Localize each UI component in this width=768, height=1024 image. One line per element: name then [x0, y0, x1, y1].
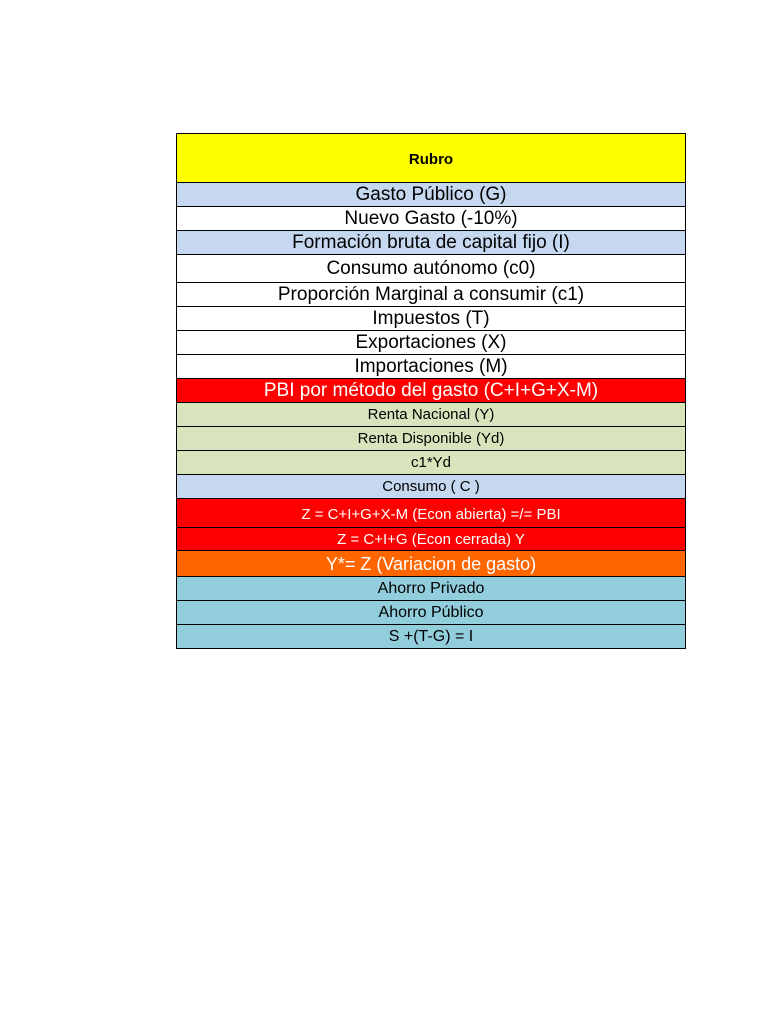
table-row — [177, 331, 686, 355]
cell-consumo-autonomo[interactable]: Consumo autónomo (c0) — [177, 255, 686, 283]
cell-variacion-gasto[interactable]: Y*= Z (Variacion de gasto) — [177, 551, 686, 577]
cell-ahorro-privado[interactable]: Ahorro Privado — [177, 577, 686, 601]
table-row — [177, 551, 686, 577]
table-row — [177, 403, 686, 427]
cell-nuevo-gasto[interactable]: Nuevo Gasto (-10%) — [177, 207, 686, 231]
cell-consumo[interactable]: Consumo ( C ) — [177, 475, 686, 499]
cell-z-econ-abierta[interactable]: Z = C+I+G+X-M (Econ abierta) =/= PBI — [177, 499, 686, 528]
table-row — [177, 207, 686, 231]
table-row — [177, 427, 686, 451]
table-row — [177, 528, 686, 551]
cell-z-econ-cerrada[interactable]: Z = C+I+G (Econ cerrada) Y — [177, 528, 686, 551]
table-row — [177, 601, 686, 625]
cell-pbi-metodo-gasto[interactable]: PBI por método del gasto (C+I+G+X-M) — [177, 379, 686, 403]
cell-ahorro-publico[interactable]: Ahorro Público — [177, 601, 686, 625]
table-row — [177, 283, 686, 307]
table-row — [177, 379, 686, 403]
cell-importaciones[interactable]: Importaciones (M) — [177, 355, 686, 379]
cell-impuestos[interactable]: Impuestos (T) — [177, 307, 686, 331]
table-row — [177, 475, 686, 499]
table-row — [177, 231, 686, 255]
header-row — [177, 134, 686, 183]
cell-ahorro-identidad[interactable]: S +(T-G) = I — [177, 625, 686, 649]
cell-exportaciones[interactable]: Exportaciones (X) — [177, 331, 686, 355]
table-row — [177, 355, 686, 379]
cell-formacion-bruta[interactable]: Formación bruta de capital fijo (I) — [177, 231, 686, 255]
cell-renta-nacional[interactable]: Renta Nacional (Y) — [177, 403, 686, 427]
table-row — [177, 307, 686, 331]
table-row — [177, 255, 686, 283]
header-cell-rubro[interactable]: Rubro — [177, 134, 686, 183]
cell-c1-yd[interactable]: c1*Yd — [177, 451, 686, 475]
table-row — [177, 183, 686, 207]
table-row — [177, 577, 686, 601]
cell-gasto-publico[interactable]: Gasto Público (G) — [177, 183, 686, 207]
table-row — [177, 451, 686, 475]
table-row — [177, 499, 686, 528]
table-row — [177, 625, 686, 649]
rubro-table — [176, 133, 686, 649]
cell-renta-disponible[interactable]: Renta Disponible (Yd) — [177, 427, 686, 451]
cell-proporcion-marginal[interactable]: Proporción Marginal a consumir (c1) — [177, 283, 686, 307]
